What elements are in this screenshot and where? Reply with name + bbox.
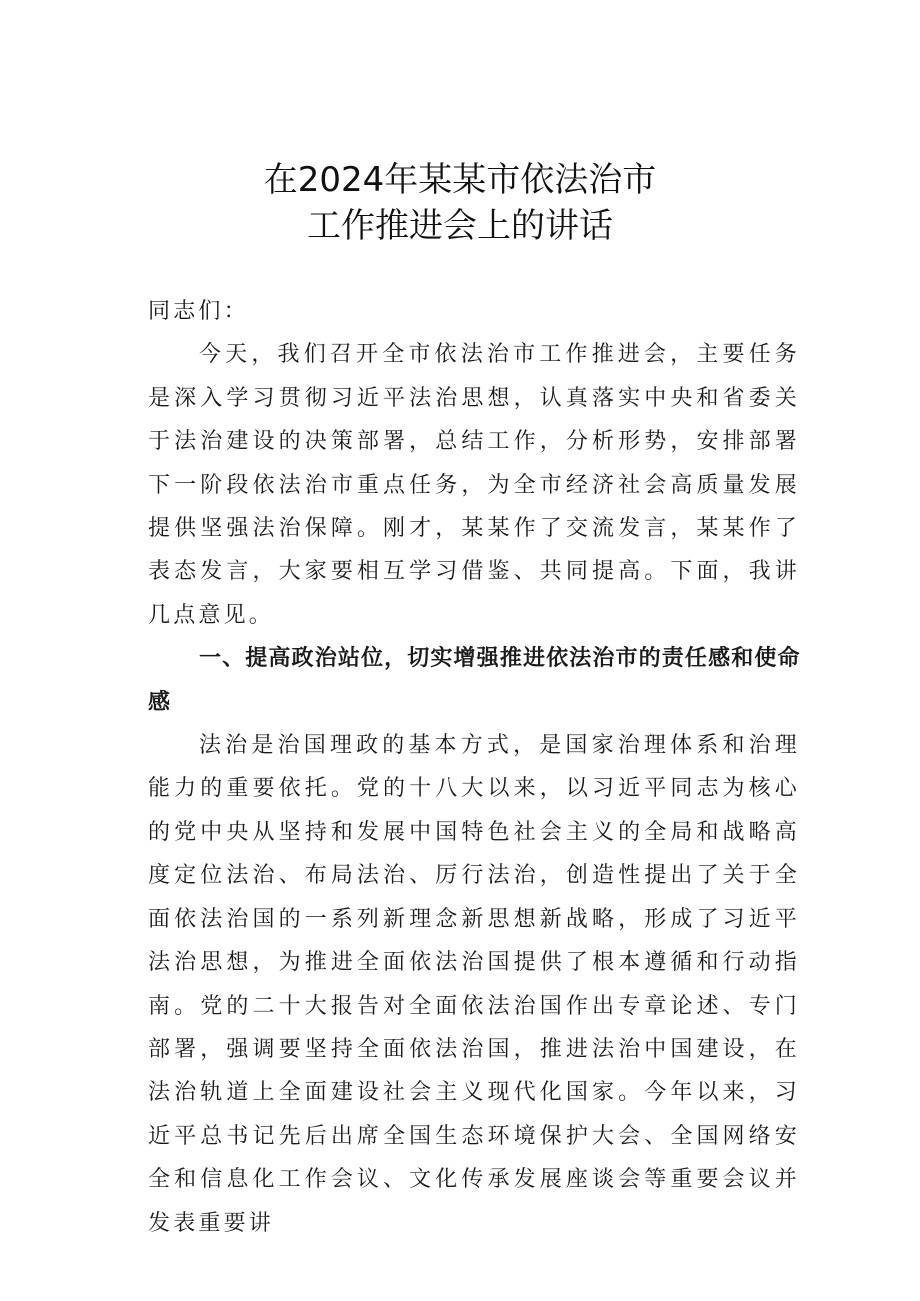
document-title-line-1: 在2024年某某市依法治市 bbox=[263, 160, 657, 200]
opening-paragraph: 今天，我们召开全市依法治市工作推进会，主要任务是深入学习贯彻习近平法治思想，认真落实中央和省委关于法治建设的决策部署，总结工作，分析形势，安排部署下一阶段依法治市重点任务，为全市经济社会高质量发展提供坚强法治保障。刚才，某某作了交流发言，某某作了表态发言，大家要相互学习借鉴、共同提高。下面，我讲几点意见。 bbox=[148, 342, 800, 628]
document-body bbox=[148, 290, 800, 1245]
section-1-paragraph: 法治是治国理政的基本方式，是国家治理体系和治理能力的重要依托。党的十八大以来，以习近平同志为核心的党中央从坚持和发展中国特色社会主义的全局和战略高度定位法治、布局法治、厉行法治，创造性提出了关于全面依法治国的一系列新理念新思想新战略，形成了习近平法治思想，为推进全面依法治国提供了根本遵循和行动指南。党的二十大报告对全面依法治国作出专章论述、专门部署，强调要坚持全面依法治国，推进法治中国建设，在法治轨道上全面建设社会主义现代化国家。今年以来，习近平总书记先后出席全国生态环境保护大会、全国网络安全和信息化工作会议、文化传承发展座谈会等重要会议并发表重要讲 bbox=[148, 733, 800, 1236]
section-1-heading: 一、提高政治站位，切实增强推进依法治市的责任感和使命感 bbox=[148, 646, 800, 715]
document-title-line-2: 工作推进会上的讲话 bbox=[307, 206, 613, 246]
salutation: 同志们： bbox=[148, 299, 249, 324]
